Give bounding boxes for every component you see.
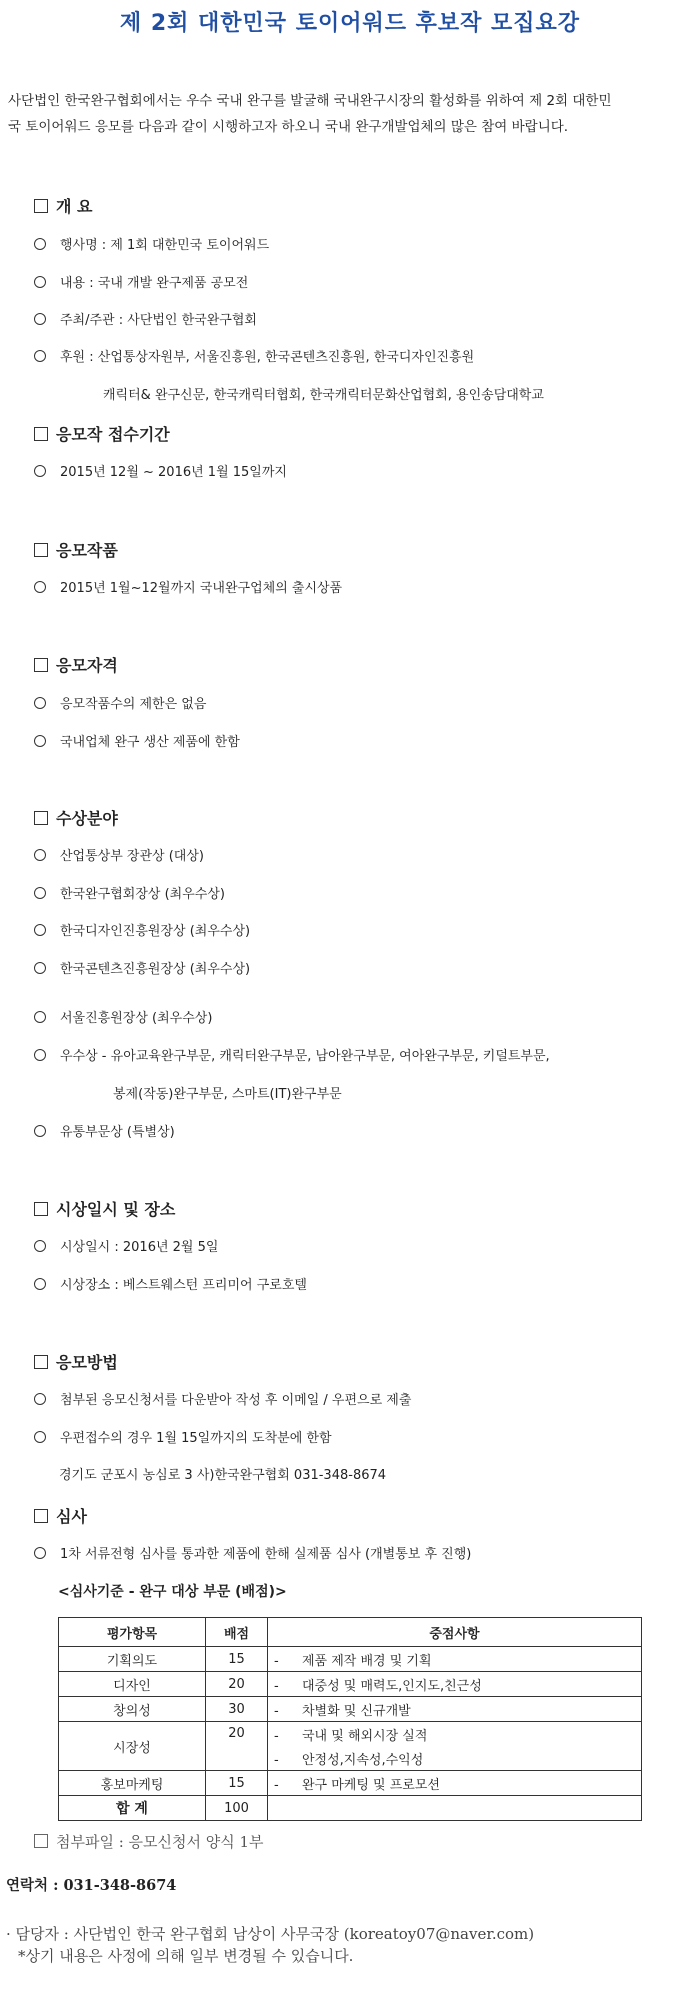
- list-item: 시상일시 : 2016년 2월 5일: [34, 1236, 218, 1255]
- circle-bullet-icon: [34, 1011, 46, 1023]
- circle-bullet-icon: [34, 350, 46, 362]
- table-header-cell: 배점: [206, 1618, 268, 1647]
- section-period-heading: 응모작 접수기간: [34, 422, 170, 445]
- checkbox-square-icon: [34, 427, 48, 441]
- list-item: 2015년 12월 ~ 2016년 1월 15일까지: [34, 461, 287, 480]
- section-overview-heading: 개 요: [34, 194, 92, 217]
- list-item: 2015년 1월~12월까지 국내완구업체의 출시상품: [34, 577, 342, 596]
- circle-bullet-icon: [34, 1547, 46, 1559]
- list-item: 서울진흥원장상 (최우수상): [34, 1007, 212, 1026]
- circle-bullet-icon: [34, 581, 46, 593]
- table-cell: 20: [206, 1672, 268, 1697]
- circle-bullet-icon: [34, 887, 46, 899]
- circle-bullet-icon: [34, 962, 46, 974]
- circle-bullet-icon: [34, 735, 46, 747]
- table-cell: 100: [206, 1796, 268, 1821]
- circle-bullet-icon: [34, 849, 46, 861]
- checkbox-square-icon: [34, 1202, 48, 1216]
- checkbox-square-icon: [34, 811, 48, 825]
- list-item: 한국콘텐츠진흥원장상 (최우수상): [34, 958, 250, 977]
- change-notice: *상기 내용은 사정에 의해 일부 변경될 수 있습니다.: [18, 1947, 354, 1965]
- circle-bullet-icon: [34, 465, 46, 477]
- section-ceremony-heading: 시상일시 및 장소: [34, 1197, 175, 1220]
- list-item: 1차 서류전형 심사를 통과한 제품에 한해 실제품 심사 (개별통보 후 진행): [34, 1543, 471, 1562]
- circle-bullet-icon: [34, 924, 46, 936]
- list-item: 우수상 - 유아교육완구부문, 캐릭터완구부문, 남아완구부문, 여아완구부문, 키덜트부문,: [34, 1045, 550, 1064]
- criteria-table: [58, 1617, 642, 1821]
- table-cell: 시장성: [59, 1722, 206, 1771]
- list-item: 주최/주관 : 사단법인 한국완구협회: [34, 309, 257, 328]
- checkbox-square-icon: [34, 543, 48, 557]
- circle-bullet-icon: [34, 1278, 46, 1290]
- circle-bullet-icon: [34, 1049, 46, 1061]
- table-cell: [268, 1796, 642, 1821]
- table-row: [59, 1647, 642, 1672]
- table-header-row: [59, 1618, 642, 1647]
- checkbox-square-icon: [34, 199, 48, 213]
- table-cell: - 차별화 및 신규개발: [268, 1697, 642, 1722]
- attachment-note: 첨부파일 : 응모신청서 양식 1부: [34, 1831, 264, 1852]
- circle-bullet-icon: [34, 238, 46, 250]
- table-cell: - 완구 마케팅 및 프로모션: [268, 1771, 642, 1796]
- table-cell: 홍보마케팅: [59, 1771, 206, 1796]
- checkbox-square-icon: [34, 1834, 48, 1848]
- table-cell: 합 계: [59, 1796, 206, 1821]
- list-item: 행사명 : 제 1회 대한민국 토이어워드: [34, 234, 269, 253]
- mailing-address: 경기도 군포시 농심로 3 사)한국완구협회 031-348-8674: [59, 1468, 387, 1483]
- table-header-cell: 중점사항: [268, 1618, 642, 1647]
- section-awards-heading: 수상분야: [34, 806, 118, 829]
- table-cell: 15: [206, 1771, 268, 1796]
- table-cell: 30: [206, 1697, 268, 1722]
- checkbox-square-icon: [34, 658, 48, 672]
- section-works-heading: 응모작품: [34, 538, 118, 561]
- section-method-heading: 응모방법: [34, 1350, 118, 1373]
- table-row: [59, 1697, 642, 1722]
- table-row: [59, 1722, 642, 1747]
- excellence-continuation: 봉제(작동)완구부문, 스마트(IT)완구부문: [113, 1087, 342, 1102]
- circle-bullet-icon: [34, 313, 46, 325]
- table-cell: 기획의도: [59, 1647, 206, 1672]
- table-cell: - 안정성,지속성,수익성: [268, 1746, 642, 1771]
- table-cell: - 제품 제작 배경 및 기획: [268, 1647, 642, 1672]
- table-row: [59, 1771, 642, 1796]
- table-header-cell: 평가항목: [59, 1618, 206, 1647]
- criteria-title: <심사기준 - 완구 대상 부문 (배점)>: [58, 1584, 287, 1600]
- circle-bullet-icon: [34, 1393, 46, 1405]
- list-item: 한국완구협회장상 (최우수상): [34, 883, 225, 902]
- circle-bullet-icon: [34, 697, 46, 709]
- list-item: 국내업체 완구 생산 제품에 한함: [34, 731, 240, 750]
- circle-bullet-icon: [34, 1431, 46, 1443]
- list-item: 내용 : 국내 개발 완구제품 공모전: [34, 272, 248, 291]
- checkbox-square-icon: [34, 1509, 48, 1523]
- list-item: 후원 : 산업통상자원부, 서울진흥원, 한국콘텐츠진흥원, 한국디자인진흥원: [34, 346, 474, 365]
- list-item: 첨부된 응모신청서를 다운받아 작성 후 이메일 / 우편으로 제출: [34, 1389, 411, 1408]
- table-cell: 디자인: [59, 1672, 206, 1697]
- contact-info: 연락처 : 031-348-8674: [6, 1877, 177, 1894]
- circle-bullet-icon: [34, 276, 46, 288]
- circle-bullet-icon: [34, 1240, 46, 1252]
- list-item: 시상장소 : 베스트웨스턴 프리미어 구로호텔: [34, 1274, 307, 1293]
- table-cell: - 대중성 및 매력도,인지도,친근성: [268, 1672, 642, 1697]
- circle-bullet-icon: [34, 1125, 46, 1137]
- list-item: 산업통상부 장관상 (대상): [34, 845, 204, 864]
- page-title: 제 2회 대한민국 토이어워드 후보작 모집요강: [119, 11, 581, 36]
- list-item: 유통부문상 (특별상): [34, 1121, 175, 1140]
- table-cell: 20: [206, 1722, 268, 1771]
- sponsor-continuation: 캐릭터& 완구신문, 한국캐릭터협회, 한국캐릭터문화산업협회, 용인송담대학교: [103, 388, 544, 403]
- intro-line-2: 국 토이어워드 응모를 다음과 같이 시행하고자 하오니 국내 완구개발업체의 많은 참여 바랍니다.: [8, 119, 569, 135]
- list-item: 우편접수의 경우 1월 15일까지의 도착분에 한함: [34, 1427, 332, 1446]
- list-item: 한국디자인진흥원장상 (최우수상): [34, 920, 250, 939]
- table-cell: 15: [206, 1647, 268, 1672]
- intro-line-1: 사단법인 한국완구협회에서는 우수 국내 완구를 발굴해 국내완구시장의 활성화를 위하여 제 2회 대한민: [8, 93, 612, 109]
- manager-info: · 담당자 : 사단법인 한국 완구협회 남상이 사무국장 (koreatoy07@naver.com): [6, 1925, 535, 1943]
- table-total-row: [59, 1796, 642, 1821]
- section-qualification-heading: 응모자격: [34, 653, 118, 676]
- table-cell: - 국내 및 해외시장 실적: [268, 1722, 642, 1747]
- section-review-heading: 심사: [34, 1504, 87, 1527]
- table-row: [59, 1672, 642, 1697]
- list-item: 응모작품수의 제한은 없음: [34, 693, 206, 712]
- table-cell: 창의성: [59, 1697, 206, 1722]
- checkbox-square-icon: [34, 1355, 48, 1369]
